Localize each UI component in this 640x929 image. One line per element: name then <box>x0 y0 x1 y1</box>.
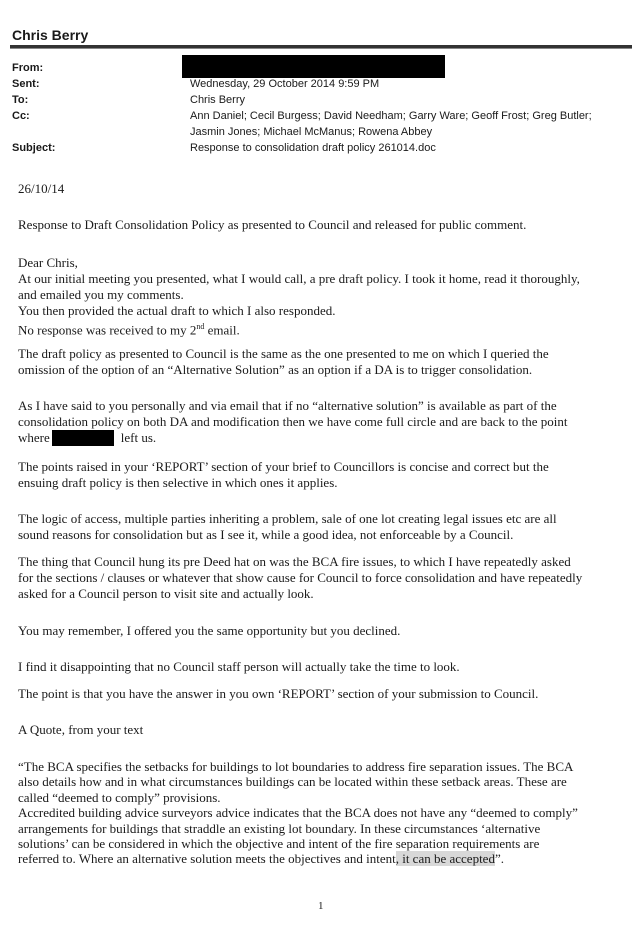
text-line: The thing that Council hung its pre Deed hat on was the BCA fire issues, to which I have repeatedly asked <box>18 554 571 569</box>
quoted-text <box>18 759 578 867</box>
paragraph-greeting <box>18 255 580 338</box>
text-span: email. <box>204 322 240 338</box>
text-span: referred to. Where an alternative solution meets the objectives and intent <box>18 851 396 867</box>
text-line: The points raised in your ‘REPORT’ section of your brief to Councillors is concise and correct but the <box>18 459 549 474</box>
letter-date: 26/10/14 <box>18 181 65 196</box>
to-value: Chris Berry <box>190 94 246 106</box>
paragraph-bca-fire <box>18 554 582 602</box>
sent-value: Wednesday, 29 October 2014 9:59 PM <box>190 78 380 90</box>
text-line: omission of the option of an “Alternative Solution” as an option if a DA is to trigger consolidation. <box>18 362 533 377</box>
cc-value-continued: Jasmin Jones; Michael McManus; Rowena Abbey <box>190 126 433 138</box>
text-line: arrangements for buildings that straddle an existing lot boundary. In these circumstances ‘alternative <box>18 820 541 836</box>
text-line: Accredited building advice surveyors advice indicates that the BCA does not have any “deemed to comply” <box>18 805 578 821</box>
superscript: nd <box>196 322 205 331</box>
cc-value: Ann Daniel; Cecil Burgess; David Needham; Garry Ware; Geoff Frost; Greg Butler; <box>190 110 592 122</box>
text-line: asked for a Council person to visit site and actually look. <box>18 586 314 601</box>
title-rule <box>10 45 632 49</box>
text-line: As I have said to you personally and via email that if no “alternative solution” is available as part of the <box>18 398 557 413</box>
text-span: left us. <box>120 430 157 445</box>
text-line: and emailed you my comments. <box>18 287 184 302</box>
text-line: also details how and in what circumstances buildings can be located within these setback areas. These are <box>18 774 567 790</box>
to-label: To: <box>12 94 29 106</box>
text-line: called “deemed to comply” provisions. <box>18 789 221 805</box>
text-line: solutions’ can be considered in which the objective and intent of the fire separation requirements are <box>18 836 540 852</box>
text-line: “The BCA specifies the setbacks for buildings to lot boundaries to address fire separation issues. The BCA <box>18 759 574 774</box>
text-line: At our initial meeting you presented, what I would call, a pre draft policy. I took it home, read it thoroughly, <box>18 271 580 286</box>
redacted-name <box>52 430 114 446</box>
text-span: ”. <box>494 851 504 867</box>
text-line <box>18 851 578 866</box>
text-line <box>18 319 580 338</box>
paragraph-remember: You may remember, I offered you the same opportunity but you declined. <box>18 623 401 638</box>
paragraph-report <box>18 459 549 491</box>
text-line: consolidation policy on both DA and modification then we have come full circle and are back to the point <box>18 414 568 429</box>
paragraph-disappointing: I find it disappointing that no Council staff person will actually take the time to look. <box>18 659 460 674</box>
paragraph-quote-intro: A Quote, from your text <box>18 722 144 737</box>
highlighted-text: , it can be accepted <box>395 851 495 867</box>
text-span: where <box>18 430 50 445</box>
redacted-sender <box>182 55 445 78</box>
page-number: 1 <box>318 900 324 912</box>
text-line: The logic of access, multiple parties inheriting a problem, sale of one lot creating legal issues etc are all <box>18 511 557 526</box>
sent-label: Sent: <box>12 78 40 90</box>
response-title: Response to Draft Consolidation Policy as presented to Council and released for public comment. <box>18 217 527 232</box>
text-line <box>18 430 567 446</box>
paragraph-draft-policy <box>18 346 549 378</box>
text-line: The draft policy as presented to Council is the same as the one presented to me on which I queried the <box>18 346 549 361</box>
cc-label: Cc: <box>12 110 30 122</box>
subject-label: Subject: <box>12 142 56 154</box>
subject-value: Response to consolidation draft policy 261014.doc <box>190 142 436 154</box>
paragraph-alternative-solution <box>18 398 567 446</box>
text-line: Dear Chris, <box>18 255 78 270</box>
text-line: ensuing draft policy is then selective in which ones it applies. <box>18 475 338 490</box>
text-span: No response was received to my 2 <box>18 322 197 338</box>
paragraph-logic <box>18 511 557 543</box>
text-line: for the sections / clauses or whatever that show cause for Council to force consolidation and have repeatedly <box>18 570 583 585</box>
text-line: sound reasons for consolidation but as I see it, while a good idea, not enforceable by a Council. <box>18 527 514 542</box>
from-label: From: <box>12 62 44 74</box>
text-line: You then provided the actual draft to which I also responded. <box>18 303 336 318</box>
document-owner-title: Chris Berry <box>12 27 89 43</box>
paragraph-point: The point is that you have the answer in you own ‘REPORT’ section of your submission to Council. <box>18 686 539 701</box>
